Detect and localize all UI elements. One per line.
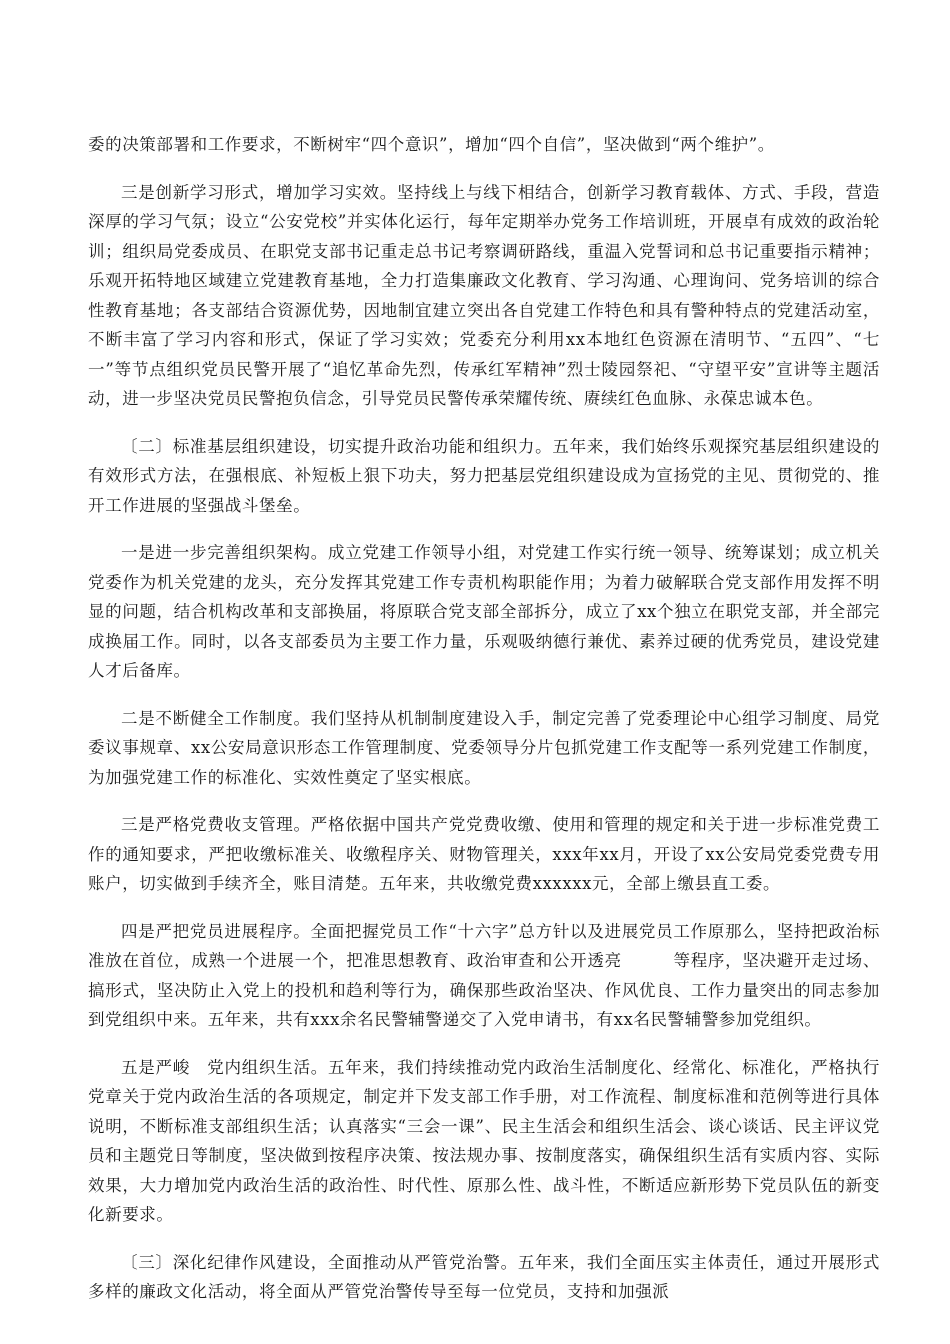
paragraph-org-life: 五是严峻 党内组织生活。五年来，我们持续推动党内政治生活制度化、经常化、标准化，严格执行党章关于党内政治生活的各项规定，制定并下发支部工作手册，对工作流程、制度标准和范例等进行具体说明，不断标准支部组织生活；认真落实“三会一课”、民主生活会和组织生活会、谈心谈话、民主评议党员和主题党日等制度，坚决做到按程序决策、按法规办事、按制度落实，确保组织生活有实质内容、实际效果，大力增加党内政治生活的政治性、时代性、原那么性、战斗性，不断适应新形势下党员队伍的新变化新要求。 xyxy=(88,1057,880,1224)
paragraph-member-development: 四是严把党员进展程序。全面把握党员工作“十六字”总方针以及进展党员工作原那么，坚持把政治标准放在首位，成熟一个进展一个，把准思想教育、政治审查和公开透亮 等程序，坚决避开走过场、搞形式，坚决防止入党上的投机和趋利等行为，确保那些政治坚决、作风优良、工作力量突出的同志参加到党组织中来。五年来，共有xxx余名民警辅警递交了入党申请书，有xx名民警辅警参加党组织。 xyxy=(88,921,880,1029)
paragraph-org-structure: 一是进一步完善组织架构。成立党建工作领导小组，对党建工作实行统一领导、统筹谋划；成立机关党委作为机关党建的龙头，充分发挥其党建工作专责机构职能作用；为着力破解联合党支部作用发挥不明显的问题，结合机构改革和支部换届，将原联合党支部全部拆分，成立了xx个独立在职党支部，并全部完成换届工作。同时，以各支部委员为主要工作力量，乐观吸纳德行兼优、素养过硬的优秀党员，建设党建人才后备库。 xyxy=(88,543,880,680)
paragraph-section-2-heading: 〔二〕标准基层组织建设，切实提升政治功能和组织力。五年来，我们始终乐观探究基层组织建设的有效形式方法，在强根底、补短板上狠下功夫，努力把基层党组织建设成为宣扬党的主见、贯彻党的、推开工作进展的坚强战斗堡垒。 xyxy=(88,436,880,515)
paragraph-section-3-heading: 〔三〕深化纪律作风建设，全面推动从严管党治警。五年来，我们全面压实主体责任，通过开展形式多样的廉政文化活动，将全面从严管党治警传导至每一位党员，支持和加强派 xyxy=(88,1252,880,1301)
paragraph-continuation: 委的决策部署和工作要求，不断树牢“四个意识”，增加“四个自信”，坚决做到“两个维护”。 xyxy=(88,135,775,154)
paragraph-learning-form: 三是创新学习形式，增加学习实效。坚持线上与线下相结合，创新学习教育载体、方式、手段，营造深厚的学习气氛；设立“公安党校”并实体化运行，每年定期举办党务工作培训班，开展卓有成效的政治轮训；组织局党委成员、在职党支部书记重走总书记考察调研路线，重温入党誓词和总书记重要指示精神；乐观开拓特地区域建立党建教育基地，全力打造集廉政文化教育、学习沟通、心理询问、党务培训的综合性教育基地；各支部结合资源优势，因地制宜建立突出各自党建工作特色和具有警种特点的党建活动室，不断丰富了学习内容和形式，保证了学习实效；党委充分利用xx本地红色资源在清明节、“五四”、“七一”等节点组织党员民警开展了“追忆革命先烈，传承红军精神”烈士陵园祭祀、“守望平安”宣讲等主题活动，进一步坚决党员民警抱负信念，引导党员民警传承荣耀传统、赓续红色血脉、永葆忠诚本色。 xyxy=(88,182,880,408)
paragraph-party-fee: 三是严格党费收支管理。严格依据中国共产党党费收缴、使用和管理的规定和关于进一步标准党费工作的通知要求，严把收缴标准关、收缴程序关、财物管理关，xxx年xx月，开设了xx公安局党委党费专用账户，切实做到手续齐全，账目清楚。五年来，共收缴党费xxxxxx元，全部上缴县直工委。 xyxy=(88,815,880,893)
paragraph-work-system: 二是不断健全工作制度。我们坚持从机制制度建设入手，制定完善了党委理论中心组学习制度、局党委议事规章、xx公安局意识形态工作管理制度、党委领导分片包抓党建工作支配等一系列党建工作制度，为加强党建工作的标准化、实效性奠定了坚实根底。 xyxy=(88,708,880,787)
document-page xyxy=(88,130,880,1325)
